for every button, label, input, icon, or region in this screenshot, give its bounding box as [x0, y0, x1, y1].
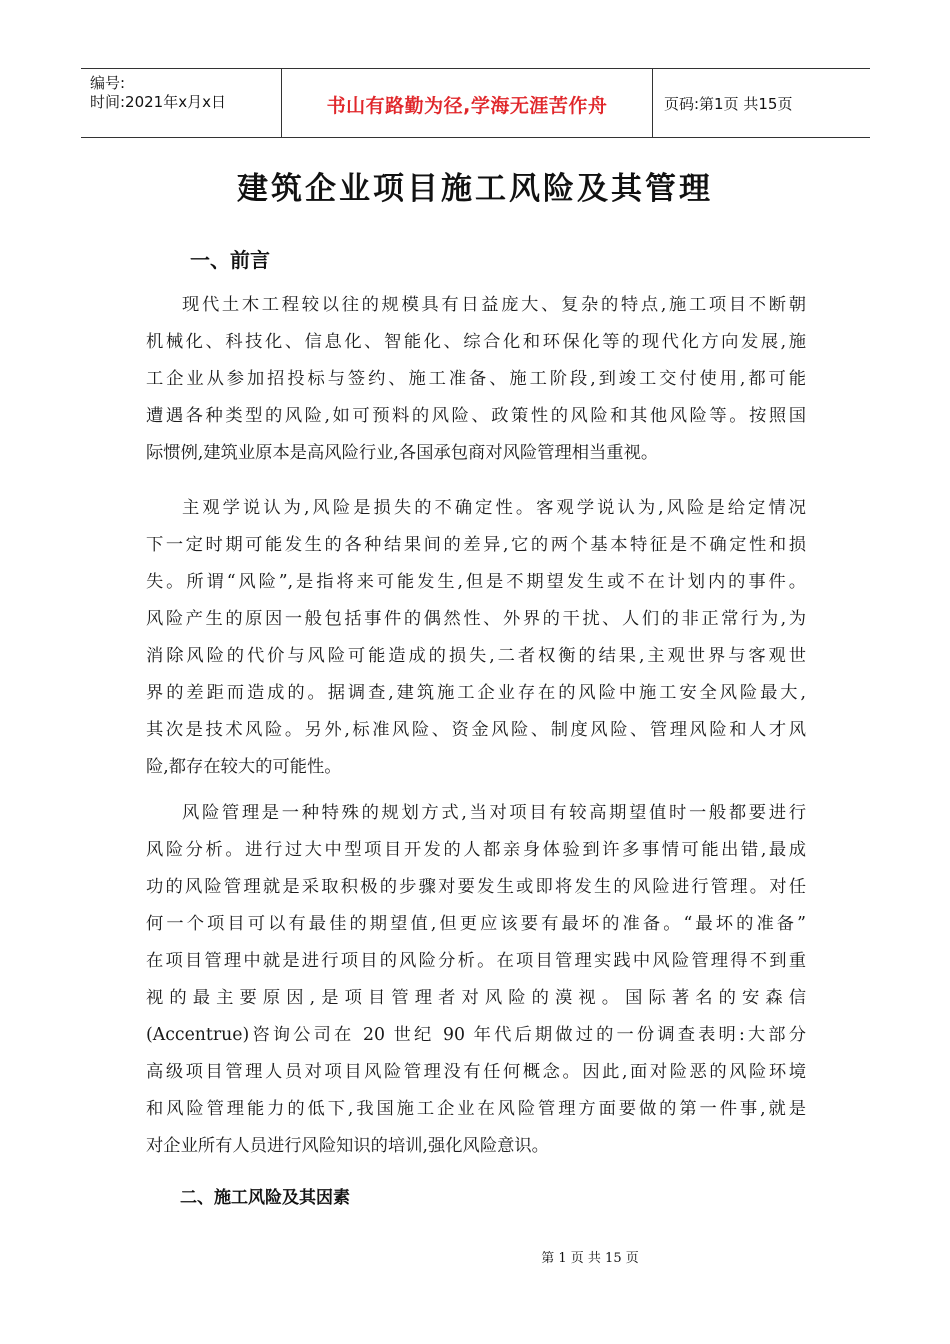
paragraph-line: 在项目管理中就是进行项目的风险分析。在项目管理实践中风险管理得不到重	[146, 951, 806, 971]
paragraph-line: 遭遇各种类型的风险,如可预料的风险、政策性的风险和其他风险等。按照国	[146, 406, 806, 426]
paragraph-line: 主观学说认为,风险是损失的不确定性。客观学说认为,风险是给定情况	[182, 498, 806, 518]
motto-text: 书山有路勤为径,学海无涯苦作舟	[326, 95, 608, 117]
header-meta-cell	[81, 69, 282, 137]
paragraph-3	[146, 795, 806, 1165]
paragraph-line: 工企业从参加招投标与签约、施工准备、施工阶段,到竣工交付使用,都可能	[146, 369, 806, 389]
paragraph-line: 对企业所有人员进行风险知识的培训,强化风险意识。	[146, 1136, 549, 1156]
header-motto-cell	[282, 69, 653, 137]
paragraph-line: 下一定时期可能发生的各种结果间的差异,它的两个基本特征是不确定性和损	[146, 535, 806, 555]
document-time-label: 时间:2021年x月x日	[90, 93, 226, 111]
paragraph-line: 险,都存在较大的可能性。	[146, 757, 342, 777]
paragraph-line: 现代土木工程较以往的规模具有日益庞大、复杂的特点,施工项目不断朝	[182, 295, 806, 315]
document-title: 建筑企业项目施工风险及其管理	[237, 171, 713, 207]
document-number-label: 编号:	[90, 74, 126, 92]
paragraph-line: 机械化、科技化、信息化、智能化、综合化和环保化等的现代化方向发展,施	[146, 332, 806, 352]
paragraph-line: 何一个项目可以有最佳的期望值,但更应该要有最坏的准备。“最坏的准备”	[146, 914, 806, 934]
paragraph-line: 际惯例,建筑业原本是高风险行业,各国承包商对风险管理相当重视。	[146, 443, 659, 463]
paragraph-line: 高级项目管理人员对项目风险管理没有任何概念。因此,面对险恶的风险环境	[146, 1062, 806, 1082]
paragraph-line: 和风险管理能力的低下,我国施工企业在风险管理方面要做的第一件事,就是	[146, 1099, 806, 1119]
paragraph-1	[146, 287, 806, 472]
paragraph-line: 风险分析。进行过大中型项目开发的人都亲身体验到许多事情可能出错,最成	[146, 840, 806, 860]
paragraph-line: 消除风险的代价与风险可能造成的损失,二者权衡的结果,主观世界与客观世	[146, 646, 806, 666]
paragraph-line: 视的最主要原因,是项目管理者对风险的漠视。国际著名的安森信	[146, 988, 806, 1008]
section-heading-risk-factors: 二、施工风险及其因素	[180, 1188, 350, 1208]
paragraph-line: 其次是技术风险。另外,标准风险、资金风险、制度风险、管理风险和人才风	[146, 720, 806, 740]
paragraph-line: (Accentrue)咨询公司在 20 世纪 90 年代后期做过的一份调查表明:大部分	[146, 1025, 806, 1045]
paragraph-2	[146, 490, 806, 786]
paragraph-line: 失。所谓“风险”,是指将来可能发生,但是不期望发生或不在计划内的事件。	[146, 572, 806, 592]
paragraph-line: 风险管理是一种特殊的规划方式,当对项目有较高期望值时一般都要进行	[182, 803, 806, 823]
section-heading-preface: 一、前言	[190, 248, 270, 272]
paragraph-line: 功的风险管理就是采取积极的步骤对要发生或即将发生的风险进行管理。对任	[146, 877, 806, 897]
page-code-label: 页码:第1页 共15页	[664, 95, 793, 113]
header-table	[81, 68, 870, 138]
paragraph-line: 界的差距而造成的。据调查,建筑施工企业存在的风险中施工安全风险最大,	[146, 683, 806, 703]
header-page-cell	[653, 69, 870, 137]
paragraph-line: 风险产生的原因一般包括事件的偶然性、外界的干扰、人们的非正常行为,为	[146, 609, 806, 629]
page-footer: 第 1 页 共 15 页	[541, 1251, 639, 1266]
